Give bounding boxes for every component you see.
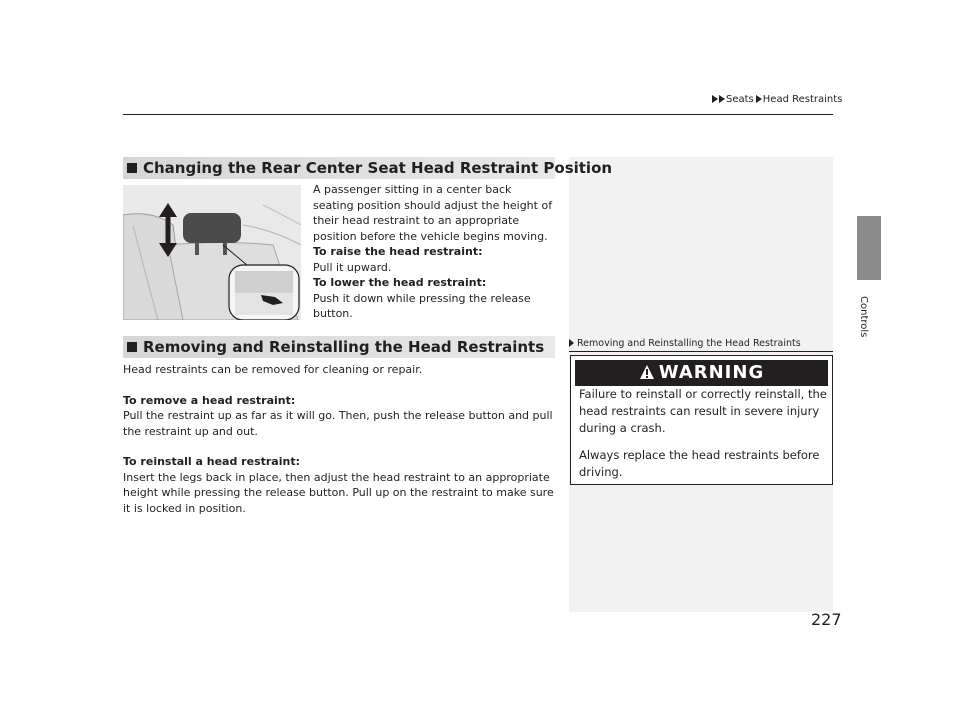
triangle-right-icon <box>719 95 725 103</box>
intro-text: A passenger sitting in a center back seating position should adjust the height of their head restraint to an appropriate position before the vehicle begins moving. <box>313 183 553 243</box>
warning-text-1: Failure to reinstall or correctly reinstall, the head restraints can result in severe injury during a crash. <box>579 387 827 435</box>
chapter-tab[interactable] <box>857 216 881 280</box>
breadcrumb-head-restraints[interactable]: Head Restraints <box>762 94 843 105</box>
section-heading-change-position <box>123 157 613 179</box>
head-restraint-illustration <box>123 185 301 320</box>
raise-heading: To raise the head restraint: <box>313 245 483 258</box>
sidebar-note-title-text: Removing and Reinstalling the Head Restraints <box>577 338 801 349</box>
section2-intro: Head restraints can be removed for cleaning or repair. <box>123 363 423 376</box>
triangle-right-icon <box>756 95 762 103</box>
raise-text: Pull it upward. <box>313 260 392 274</box>
breadcrumb <box>712 94 842 105</box>
warning-banner <box>575 360 828 386</box>
warning-text <box>579 386 827 481</box>
section-heading-remove-reinstall <box>123 336 555 358</box>
square-bullet-icon <box>127 163 137 173</box>
chapter-tab-label: Controls <box>858 296 869 338</box>
header-rule <box>123 114 833 115</box>
sidebar-note-rule <box>569 351 833 352</box>
page-number: 227 <box>811 610 842 629</box>
remove-text: Pull the restraint up as far as it will go. Then, push the release button and pull the restraint up and out. <box>123 409 553 438</box>
warning-text-2: Always replace the head restraints before driving. <box>579 448 820 479</box>
change-position-description <box>313 182 553 322</box>
section-heading-text: Changing the Rear Center Seat Head Restraint Position <box>143 159 613 177</box>
warning-triangle-icon <box>639 364 655 380</box>
breadcrumb-seats[interactable]: Seats <box>726 94 754 105</box>
sidebar-note-title <box>569 338 801 349</box>
triangle-right-icon <box>712 95 718 103</box>
remove-reinstall-body <box>123 362 555 516</box>
remove-heading: To remove a head restraint: <box>123 393 296 407</box>
warning-box <box>570 355 833 485</box>
square-bullet-icon <box>127 342 137 352</box>
reinstall-heading: To reinstall a head restraint: <box>123 455 300 468</box>
lower-heading: To lower the head restraint: <box>313 276 487 289</box>
warning-label: WARNING <box>658 362 765 383</box>
section-heading-text: Removing and Reinstalling the Head Restraints <box>143 338 545 356</box>
reinstall-text: Insert the legs back in place, then adjust the head restraint to an appropriate height while pressing the release button. Pull up on the restraint to make sure it is locked in position. <box>123 470 554 515</box>
lower-text: Push it down while pressing the release button. <box>313 291 531 320</box>
triangle-right-icon <box>569 339 574 347</box>
